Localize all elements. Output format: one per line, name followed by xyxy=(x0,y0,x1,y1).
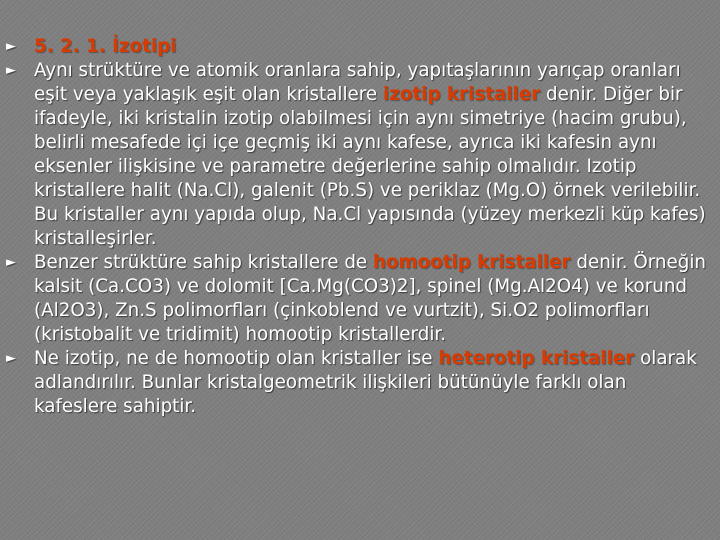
term-highlight-izotip: izotip kristaller xyxy=(382,84,541,105)
bullet-text: olarak adlandırılır. Bunlar kristalgeometrik ilişkileri bütünüyle farklı olan kafeslere sahiptir. xyxy=(34,348,697,417)
bullet-text: denir. Diğer bir ifadeyle, iki kristalin izotip olabilmesi için aynı simetriye (hacim grubu), belirli mesafede içi içe geçmiş iki aynı kafese, ayrıca iki kafesin aynı eksenler ilişkisine ve parametre değerlerine sahip olmalıdır. Izotip kristallere halit (Na.Cl), galenit (Pb.S) ve periklaz (Mg.O) örnek verilebilir. Bu kristaller aynı yapıda olup, Na.Cl yapısında (yüzey merkezli küp kafes) kristalleşirler. xyxy=(34,84,706,249)
bullet-arrow-icon: ► xyxy=(6,351,16,366)
bullet-item-heterotip xyxy=(6,347,706,419)
bullet-item-homootip xyxy=(6,251,706,347)
bullet-arrow-icon: ► xyxy=(6,39,16,54)
bullet-text: Ne izotip, ne de homootip olan kristaller ise xyxy=(34,348,439,369)
term-highlight-heterotip: heterotip kristaller xyxy=(438,348,635,369)
section-title: 5. 2. 1. İzotipi xyxy=(34,36,177,57)
bullet-arrow-icon: ► xyxy=(6,255,16,270)
section-heading-item xyxy=(6,35,706,59)
bullet-text: Aynı strüktüre ve atomik oranlara sahip, yapıtaşlarının yarıçap oranları eşit veya yaklaşık eşit olan kristallere xyxy=(34,60,681,105)
slide-content xyxy=(6,35,706,419)
bullet-text: denir. Örneğin kalsit (Ca.CO3) ve dolomit [Ca.Mg(CO3)2], spinel (Mg.Al2O4) ve korund (Al2O3), Zn.S polimorfları (çinkoblend ve vurtzit), Si.O2 polimorfları (kristobalit ve tridimit) homootip kristallerdir. xyxy=(34,252,707,345)
bullet-text: Benzer strüktüre sahip kristallere de xyxy=(34,252,373,273)
bullet-arrow-icon: ► xyxy=(6,63,16,78)
bullet-item-izotip xyxy=(6,59,706,251)
term-highlight-homootip: homootip kristaller xyxy=(372,252,571,273)
